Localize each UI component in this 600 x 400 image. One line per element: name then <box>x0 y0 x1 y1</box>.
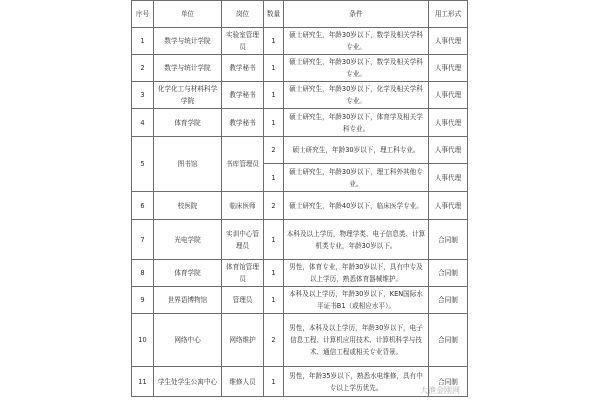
cell-unit: 化学化工与材料科学学院 <box>154 82 222 109</box>
cell-employment-type: 合同制 <box>429 287 468 314</box>
cell-quantity: 1 <box>264 367 284 397</box>
cell-position: 管理员 <box>222 287 264 314</box>
cell-employment-type: 合同制 <box>429 260 468 287</box>
cell-employment-type: 合同制 <box>429 367 468 397</box>
cell-conditions: 男性，体育专业，年龄30岁以下，具有中专及以上学历，熟悉体育器械维护。 <box>284 260 429 287</box>
cell-unit: 学生处学生公寓中心 <box>154 367 222 397</box>
cell-position: 实验室管理员 <box>222 28 264 55</box>
cell-unit: 数学与统计学院 <box>154 28 222 55</box>
cell-index: 3 <box>132 82 154 109</box>
cell-employment-type: 人事代理 <box>429 55 468 82</box>
cell-quantity: 1 <box>264 164 284 192</box>
header-position: 岗位 <box>222 1 264 28</box>
cell-employment-type: 合同制 <box>429 314 468 367</box>
cell-index: 8 <box>132 260 154 287</box>
table-row <box>132 287 468 314</box>
cell-conditions: 男性，本科及以上学历，年龄30岁以下，电子信息工程、计算机应用技术、计算机科学与技术、通信工程或相关专业背景。 <box>284 314 429 367</box>
cell-conditions: 硕士研究生，年龄30岁以下，理工科专业。 <box>284 137 429 164</box>
cell-unit: 体育学院 <box>154 260 222 287</box>
cell-conditions: 硕士研究生，年龄30岁以下，数学及相关学科专业。 <box>284 55 429 82</box>
cell-conditions: 硕士研究生，年龄30岁以下，体育学及相关学科专业。 <box>284 109 429 137</box>
cell-employment-type: 人事代理 <box>429 82 468 109</box>
cell-unit: 光电学院 <box>154 220 222 260</box>
cell-conditions: 硕士研究生，年龄30岁以下，理工科外其他专业。 <box>284 164 429 192</box>
cell-conditions: 硕士研究生，年龄30岁以下，化学及相关学科专业。 <box>284 82 429 109</box>
header-quantity: 数量 <box>264 1 284 28</box>
cell-index: 1 <box>132 28 154 55</box>
cell-index: 5 <box>132 137 154 192</box>
cell-conditions: 本科及以上学历，年龄30岁以下，KEN国际水平证书B1（或相应水平）。 <box>284 287 429 314</box>
cell-quantity: 2 <box>264 137 284 164</box>
cell-position: 实训中心管理员 <box>222 220 264 260</box>
cell-unit: 数学与统计学院 <box>154 55 222 82</box>
cell-conditions: 硕士研究生，年龄40岁以下，临床医学专业。 <box>284 192 429 220</box>
cell-unit: 图书馆 <box>154 137 222 192</box>
cell-employment-type: 合同制 <box>429 220 468 260</box>
header-employment-type: 用工形式 <box>429 1 468 28</box>
table-row <box>132 192 468 220</box>
cell-unit: 世界语博物馆 <box>154 287 222 314</box>
cell-quantity: 1 <box>264 287 284 314</box>
cell-position: 书库管理员 <box>222 137 264 192</box>
cell-quantity: 1 <box>264 109 284 137</box>
cell-conditions: 硕士研究生，年龄30岁以下，数学及相关学科专业。 <box>284 28 429 55</box>
cell-unit: 网络中心 <box>154 314 222 367</box>
cell-employment-type: 人事代理 <box>429 164 468 192</box>
table-row <box>132 137 468 164</box>
table-row <box>132 314 468 367</box>
cell-quantity: 1 <box>264 82 284 109</box>
header-unit: 单位 <box>154 1 222 28</box>
cell-quantity: 1 <box>264 260 284 287</box>
table-row <box>132 82 468 109</box>
cell-employment-type: 人事代理 <box>429 192 468 220</box>
cell-quantity: 1 <box>264 220 284 260</box>
recruitment-table <box>131 0 468 397</box>
cell-position: 教学秘书 <box>222 109 264 137</box>
cell-unit: 体育学院 <box>154 109 222 137</box>
cell-quantity: 2 <box>264 314 284 367</box>
cell-quantity: 1 <box>264 28 284 55</box>
cell-unit: 校医院 <box>154 192 222 220</box>
table-row <box>132 220 468 260</box>
table-row <box>132 109 468 137</box>
cell-position: 临床医师 <box>222 192 264 220</box>
cell-position: 体育馆管理员 <box>222 260 264 287</box>
cell-position: 网络维护 <box>222 314 264 367</box>
cell-index: 4 <box>132 109 154 137</box>
table-row <box>132 260 468 287</box>
cell-index: 7 <box>132 220 154 260</box>
cell-conditions: 本科及以上学历，物理学类、电子信息类、计算机类专业，年龄30岁以下。 <box>284 220 429 260</box>
cell-position: 教学秘书 <box>222 82 264 109</box>
cell-employment-type: 人事代理 <box>429 28 468 55</box>
cell-index: 2 <box>132 55 154 82</box>
header-conditions: 条件 <box>284 1 429 28</box>
cell-quantity: 1 <box>264 55 284 82</box>
cell-conditions: 男性，年龄35岁以下，熟悉水电维修，具有中专以上学历优先。 <box>284 367 429 397</box>
header-row <box>132 1 468 28</box>
cell-index: 10 <box>132 314 154 367</box>
cell-index: 6 <box>132 192 154 220</box>
cell-employment-type: 人事代理 <box>429 109 468 137</box>
cell-index: 11 <box>132 367 154 397</box>
table-row <box>132 55 468 82</box>
cell-position: 维修人员 <box>222 367 264 397</box>
table-row <box>132 28 468 55</box>
table-row <box>132 367 468 397</box>
header-index: 序号 <box>132 1 154 28</box>
cell-position: 教学秘书 <box>222 55 264 82</box>
watermark-text: 大渔金刚网 <box>420 386 460 395</box>
cell-index: 9 <box>132 287 154 314</box>
cell-quantity: 2 <box>264 192 284 220</box>
cell-employment-type: 人事代理 <box>429 137 468 164</box>
